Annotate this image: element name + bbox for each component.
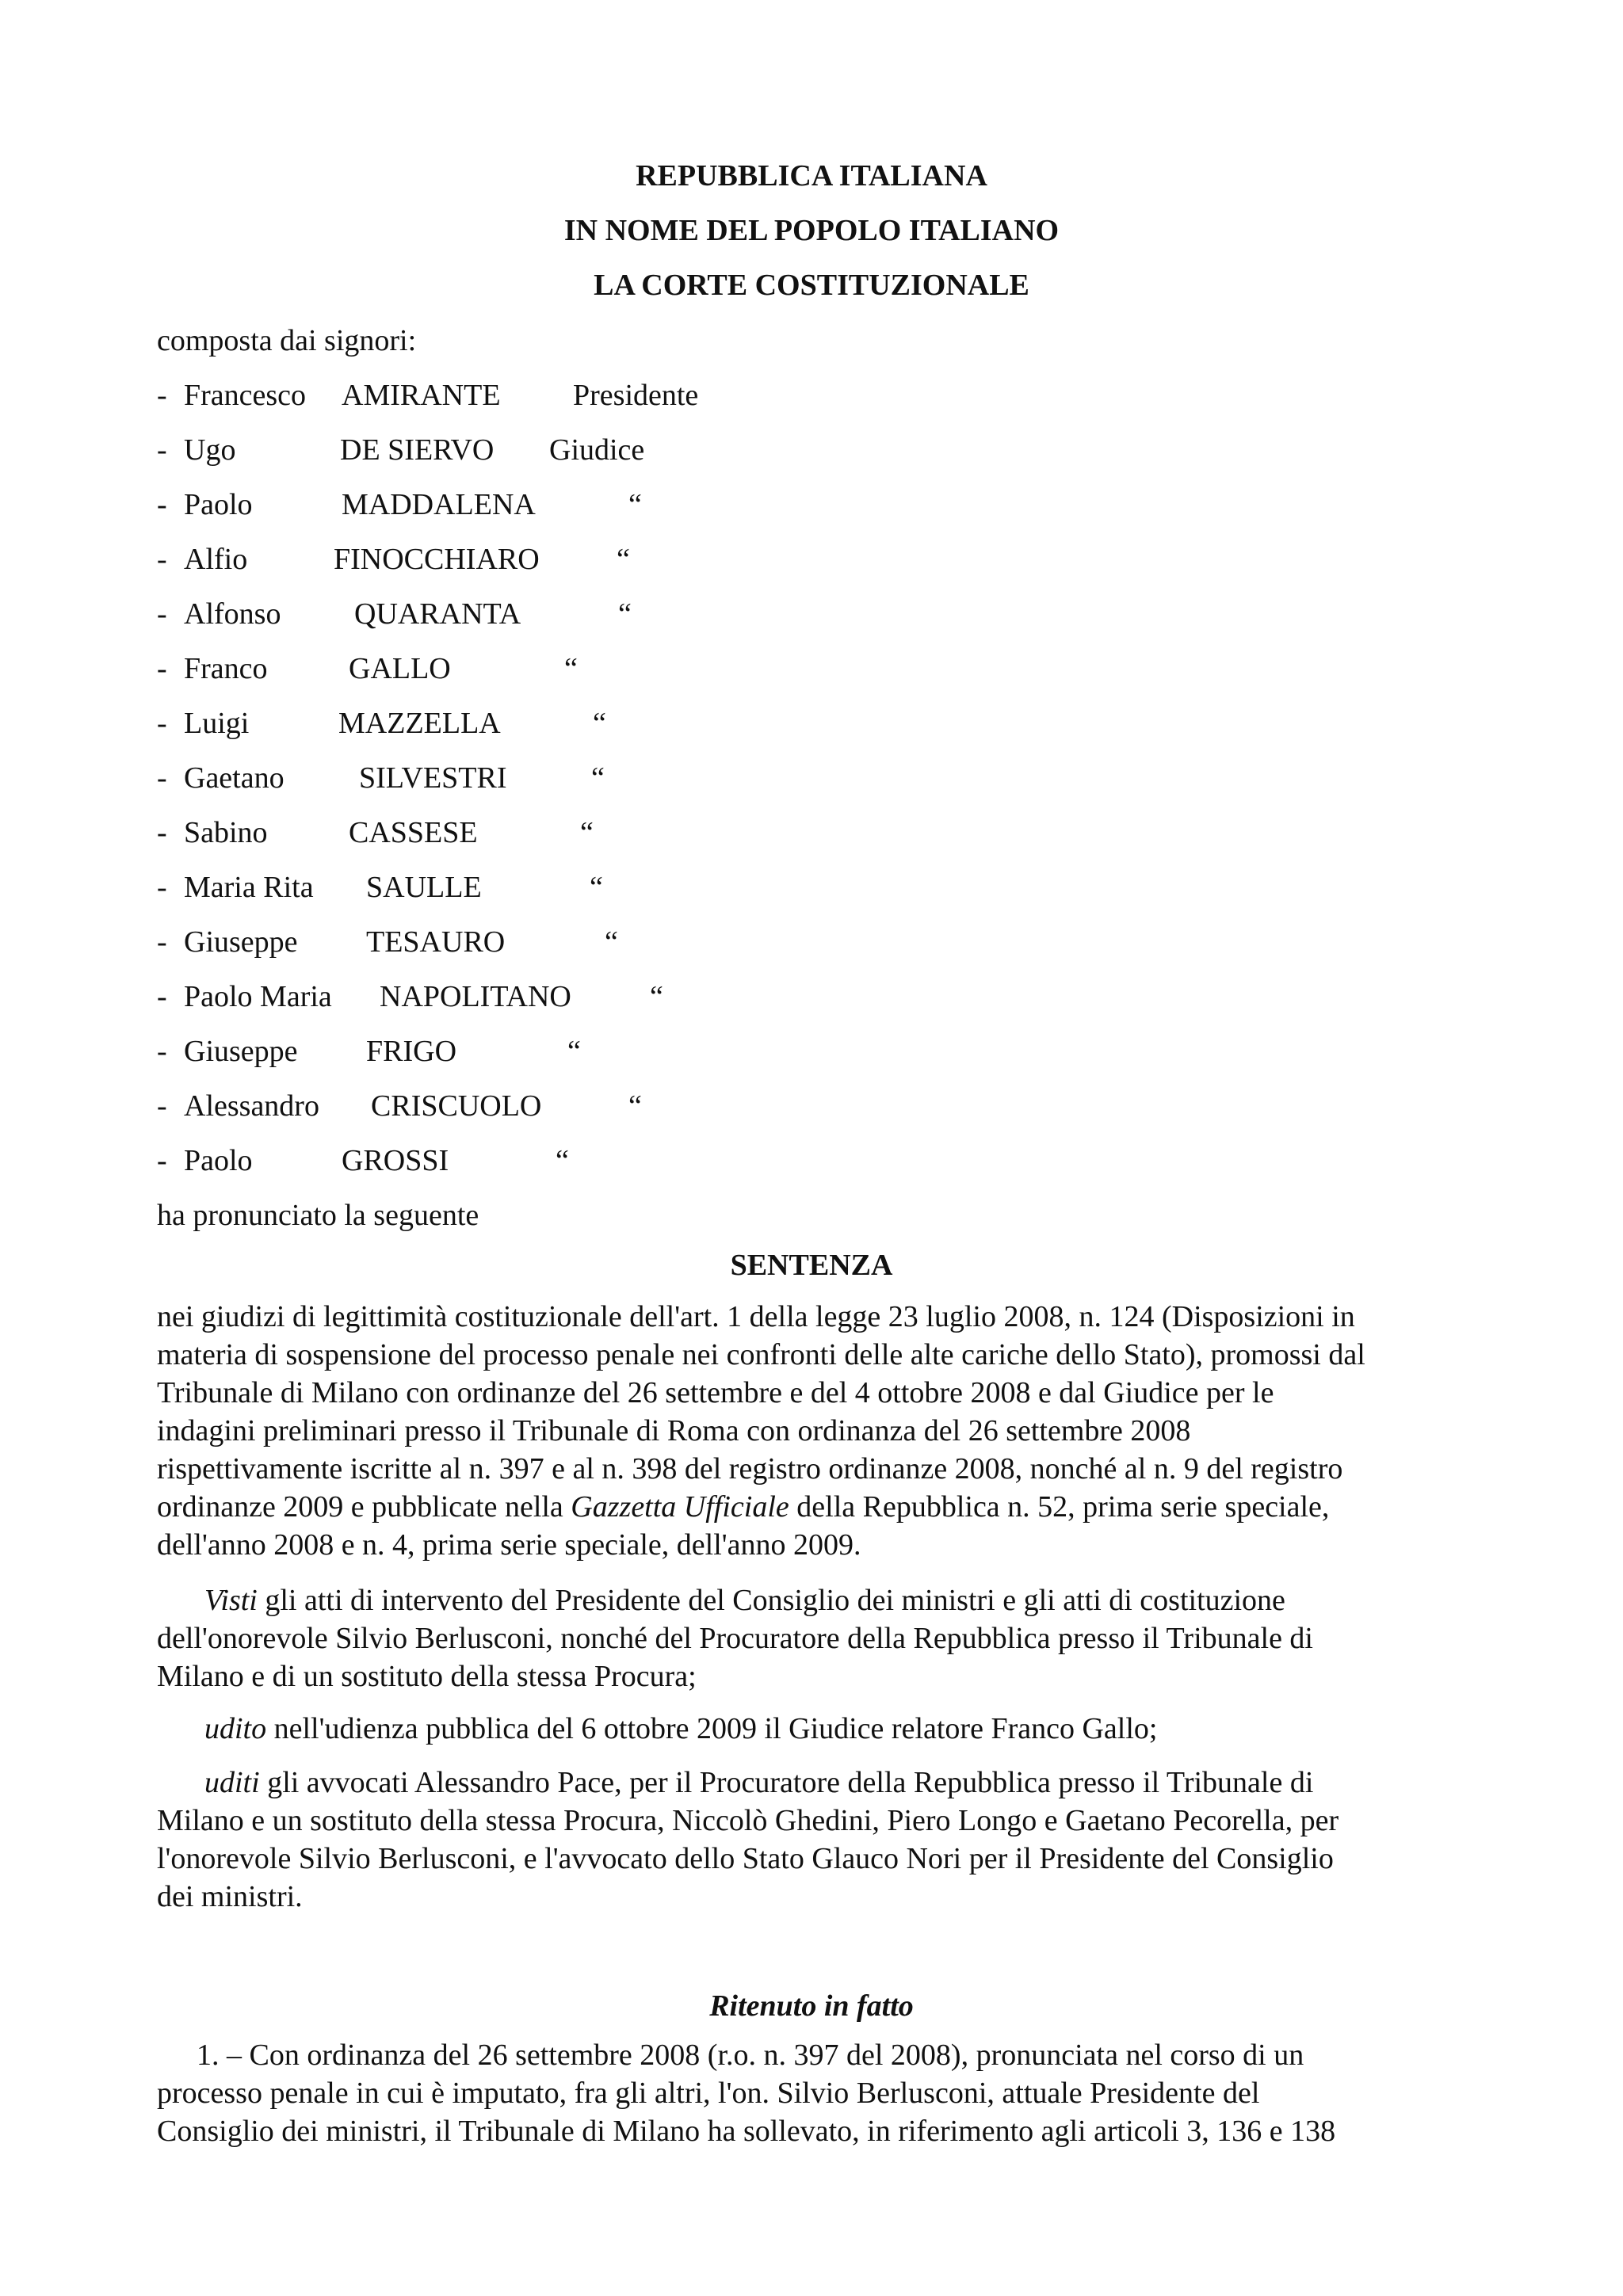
judge-first-name: Giuseppe	[184, 1035, 298, 1068]
visti-keyword: Visti	[204, 1584, 258, 1617]
judge-row: - Sabino CASSESE “	[157, 816, 594, 849]
uditi-line: dei ministri.	[157, 1880, 303, 1913]
uditi-paragraph	[157, 1764, 1488, 1916]
udito-line	[157, 1710, 1488, 1748]
judge-last-name: SILVESTRI	[359, 761, 507, 795]
judge-last-name: DE SIERVO	[340, 433, 495, 467]
judge-first-name: Gaetano	[184, 761, 285, 795]
sentenza-title: SENTENZA	[730, 1249, 893, 1282]
judge-first-name: Sabino	[184, 816, 268, 849]
judge-last-name: MADDALENA	[342, 488, 536, 521]
judge-row: - Francesco AMIRANTE Presidente	[157, 379, 699, 412]
composition-intro: composta dai signori:	[157, 324, 417, 357]
uditi-line: l'onorevole Silvio Berlusconi, e l'avvocato dello Stato Glauco Nori per il Presidente del Consiglio	[157, 1842, 1334, 1875]
fatto-line: processo penale in cui è imputato, fra gli altri, l'on. Silvio Berlusconi, attuale Presidente del	[157, 2077, 1260, 2110]
intro-line: rispettivamente iscritte al n. 397 e al n. 398 del registro ordinanze 2008, nonché al n. 9 del registro	[157, 1452, 1343, 1486]
intro-line: nei giudizi di legittimità costituzionale dell'art. 1 della legge 23 luglio 2008, n. 124 (Disposizioni in	[157, 1300, 1355, 1333]
judge-role: “	[650, 980, 663, 1013]
judge-last-name: NAPOLITANO	[380, 980, 571, 1013]
judge-role: “	[556, 1144, 569, 1177]
intro-line-text: ordinanze 2009 e pubblicate nella	[157, 1490, 571, 1524]
judge-last-name: CASSESE	[349, 816, 478, 849]
judge-role: “	[593, 707, 606, 740]
udito-keyword: udito	[204, 1712, 267, 1745]
intro-line: Tribunale di Milano con ordinanze del 26 settembre e del 4 ottobre 2008 e dal Giudice per le	[157, 1376, 1274, 1409]
judge-last-name: GROSSI	[342, 1144, 449, 1177]
ritenuto-title: Ritenuto in fatto	[709, 1989, 914, 2023]
uditi-keyword: uditi	[204, 1766, 260, 1799]
fatto-paragraph	[157, 2036, 1488, 2150]
intro-line	[157, 1488, 1488, 1526]
judge-role: “	[580, 816, 594, 849]
visti-line: dell'onorevole Silvio Berlusconi, nonché del Procuratore della Repubblica presso il Tribunale di	[157, 1622, 1313, 1655]
uditi-line: Milano e un sostituto della stessa Procura, Niccolò Ghedini, Piero Longo e Gaetano Pecorella, per	[157, 1804, 1339, 1837]
intro-paragraph	[157, 1298, 1488, 1564]
visti-text: gli atti di intervento del Presidente del Consiglio dei ministri e gli atti di costituzione	[257, 1584, 1285, 1617]
udito-paragraph	[157, 1710, 1488, 1748]
judge-row: - Franco GALLO “	[157, 652, 578, 685]
judge-role: “	[628, 1089, 642, 1123]
visti-line: Milano e di un sostituto della stessa Procura;	[157, 1660, 697, 1693]
judge-role: “	[591, 761, 605, 795]
judge-last-name: MAZZELLA	[338, 707, 501, 740]
judge-row: - Alessandro CRISCUOLO “	[157, 1089, 642, 1123]
uditi-line	[157, 1764, 1488, 1802]
gazzetta-title: Gazzetta Ufficiale	[571, 1490, 789, 1524]
judge-first-name: Paolo	[184, 1144, 253, 1177]
header-court: LA CORTE COSTITUZIONALE	[594, 269, 1029, 302]
intro-line: indagini preliminari presso il Tribunale di Roma con ordinanza del 26 settembre 2008	[157, 1414, 1191, 1447]
intro-line-text: della Repubblica n. 52, prima serie speciale,	[789, 1490, 1330, 1524]
judge-first-name: Giuseppe	[184, 925, 298, 959]
judge-row: - Paolo MADDALENA “	[157, 488, 642, 521]
visti-paragraph	[157, 1581, 1488, 1695]
judge-role: “	[567, 1035, 581, 1068]
header-republic: REPUBBLICA ITALIANA	[636, 159, 987, 193]
intro-line: materia di sospensione del processo penale nei confronti delle alte cariche dello Stato), promossi dal	[157, 1338, 1365, 1371]
judge-row: - Paolo GROSSI “	[157, 1144, 569, 1177]
judge-role: “	[617, 543, 630, 576]
judge-first-name: Alfonso	[184, 597, 281, 631]
judge-last-name: FINOCCHIARO	[334, 543, 540, 576]
judge-last-name: TESAURO	[366, 925, 506, 959]
judge-last-name: AMIRANTE	[342, 379, 501, 412]
judge-first-name: Francesco	[184, 379, 307, 412]
judge-last-name: FRIGO	[366, 1035, 457, 1068]
judge-first-name: Maria Rita	[184, 871, 314, 904]
judge-last-name: GALLO	[349, 652, 451, 685]
judge-row: - Alfonso QUARANTA “	[157, 597, 632, 631]
judge-first-name: Paolo	[184, 488, 253, 521]
judge-role: “	[590, 871, 603, 904]
judge-last-name: QUARANTA	[354, 597, 521, 631]
judge-role: “	[618, 597, 632, 631]
judge-row: - Luigi MAZZELLA “	[157, 707, 606, 740]
header-people: IN NOME DEL POPOLO ITALIANO	[563, 214, 1060, 247]
judge-first-name: Paolo Maria	[184, 980, 332, 1013]
judge-role: Presidente	[573, 379, 699, 412]
judge-role: “	[564, 652, 578, 685]
uditi-text: gli avvocati Alessandro Pace, per il Procuratore della Repubblica presso il Tribunale di	[259, 1766, 1314, 1799]
judge-first-name: Alessandro	[184, 1089, 319, 1123]
visti-line	[157, 1581, 1488, 1619]
judge-role: “	[605, 925, 618, 959]
judge-first-name: Alfio	[184, 543, 248, 576]
judge-row: - Ugo DE SIERVO Giudice	[157, 433, 645, 467]
intro-line: dell'anno 2008 e n. 4, prima serie speciale, dell'anno 2009.	[157, 1528, 861, 1562]
judge-first-name: Luigi	[184, 707, 250, 740]
judge-first-name: Franco	[184, 652, 268, 685]
fatto-line: Consiglio dei ministri, il Tribunale di Milano ha sollevato, in riferimento agli articoli 3, 136 e 138	[157, 2115, 1336, 2148]
judge-row: - Maria Rita SAULLE “	[157, 871, 603, 904]
judge-row: - Giuseppe TESAURO “	[157, 925, 618, 959]
judge-last-name: SAULLE	[366, 871, 482, 904]
judge-first-name: Ugo	[184, 433, 236, 467]
pronounced-line: ha pronunciato la seguente	[157, 1199, 479, 1232]
judge-role: Giudice	[549, 433, 645, 467]
judge-row: - Gaetano SILVESTRI “	[157, 761, 605, 795]
judge-row: - Giuseppe FRIGO “	[157, 1035, 581, 1068]
udito-text: nell'udienza pubblica del 6 ottobre 2009 il Giudice relatore Franco Gallo;	[266, 1712, 1158, 1745]
judge-row: - Paolo Maria NAPOLITANO “	[157, 980, 663, 1013]
judge-role: “	[628, 488, 642, 521]
fatto-line: 1. – Con ordinanza del 26 settembre 2008 (r.o. n. 397 del 2008), pronunciata nel corso di un	[197, 2039, 1304, 2072]
judge-last-name: CRISCUOLO	[371, 1089, 542, 1123]
judge-row: - Alfio FINOCCHIARO “	[157, 543, 630, 576]
